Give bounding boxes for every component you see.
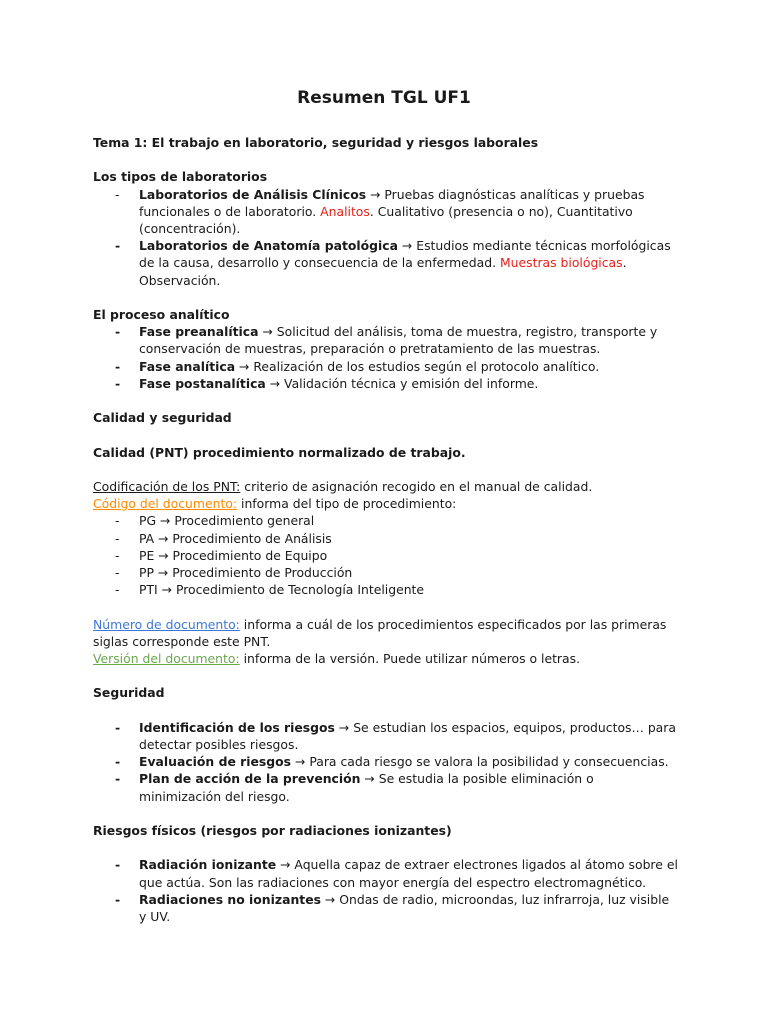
tipos-list — [93, 186, 678, 289]
list-item: - Radiación ionizante → Aquella capaz de extraer electrones ligados al átomo sobre el que actúa. Son las radiaciones con mayor energía del espectro electromagnético. — [115, 857, 678, 890]
list-item: - PG → Procedimiento general — [115, 513, 315, 529]
codificacion-line: Codificación de los PNT: criterio de asignación recogido en el manual de calidad. — [93, 478, 593, 494]
codigos-list — [93, 512, 678, 598]
list-item: - Fase postanalítica → Validación técnica y emisión del informe. — [115, 375, 539, 391]
codigo-line: Código del documento: informa del tipo de procedimiento: — [93, 496, 457, 512]
section-heading-calidad-pnt: Calidad (PNT) procedimiento normalizado de trabajo. — [93, 444, 466, 460]
section-heading-riesgos: Riesgos físicos (riesgos por radiaciones ionizantes) — [93, 822, 452, 838]
list-item: - Laboratorios de Análisis Clínicos → Pruebas diagnósticas analíticas y pruebas funcionales o de laboratorio. Analitos. Cualitativo (presencia o no), Cuantitativo (concentración). — [115, 186, 645, 236]
section-heading-calidad-seguridad: Calidad y seguridad — [93, 410, 232, 426]
list-item: - Identificación de los riesgos → Se estudian los espacios, equipos, productos… para detectar posibles riesgos. — [115, 719, 676, 752]
list-item: - Fase analítica → Realización de los estudios según el protocolo analítico. — [115, 358, 600, 374]
section-heading-tema1: Tema 1: El trabajo en laboratorio, seguridad y riesgos laborales — [93, 135, 539, 150]
seguridad-list — [93, 719, 678, 805]
list-item: - PA → Procedimiento de Análisis — [115, 530, 332, 546]
version-line: Versión del documento: informa de la versión. Puede utilizar números o letras. — [93, 651, 581, 666]
document-title: Resumen TGL UF1 — [297, 88, 471, 108]
section-heading-proceso: El proceso analítico — [93, 307, 230, 322]
proceso-list — [93, 323, 678, 392]
list-item: - PP → Procedimiento de Producción — [115, 565, 353, 580]
list-item: - PTI → Procedimiento de Tecnología Inteligente — [115, 582, 425, 598]
highlight-term: Analitos — [320, 203, 370, 219]
list-item: - Laboratorios de Anatomía patológica → Estudios mediante técnicas morfológicas de la causa, desarrollo y consecuencia de la enfermedad. Muestras biológicas. Observación. — [115, 238, 671, 288]
list-item: - Evaluación de riesgos → Para cada riesgo se valora la posibilidad y consecuencias. — [115, 754, 669, 770]
riesgos-list — [93, 856, 678, 925]
document-body — [93, 134, 678, 925]
numero-line: Número de documento: informa a cuál de los procedimientos especificados por las primeras siglas corresponde este PNT. — [93, 616, 667, 649]
list-item: - PE → Procedimiento de Equipo — [115, 547, 328, 563]
section-heading-tipos: Los tipos de laboratorios — [93, 169, 268, 185]
highlight-term: Muestras biológicas — [499, 255, 623, 271]
section-heading-seguridad: Seguridad — [93, 685, 165, 701]
list-item: - Plan de acción de la prevención → Se estudia la posible eliminación o minimización del riesgo. — [115, 771, 594, 804]
list-item: - Fase preanalítica → Solicitud del análisis, toma de muestra, registro, transporte y conservación de muestras, preparación o pretratamiento de las muestras. — [115, 324, 658, 357]
list-item: - Radiaciones no ionizantes → Ondas de radio, microondas, luz infrarroja, luz visible y UV. — [115, 891, 670, 924]
